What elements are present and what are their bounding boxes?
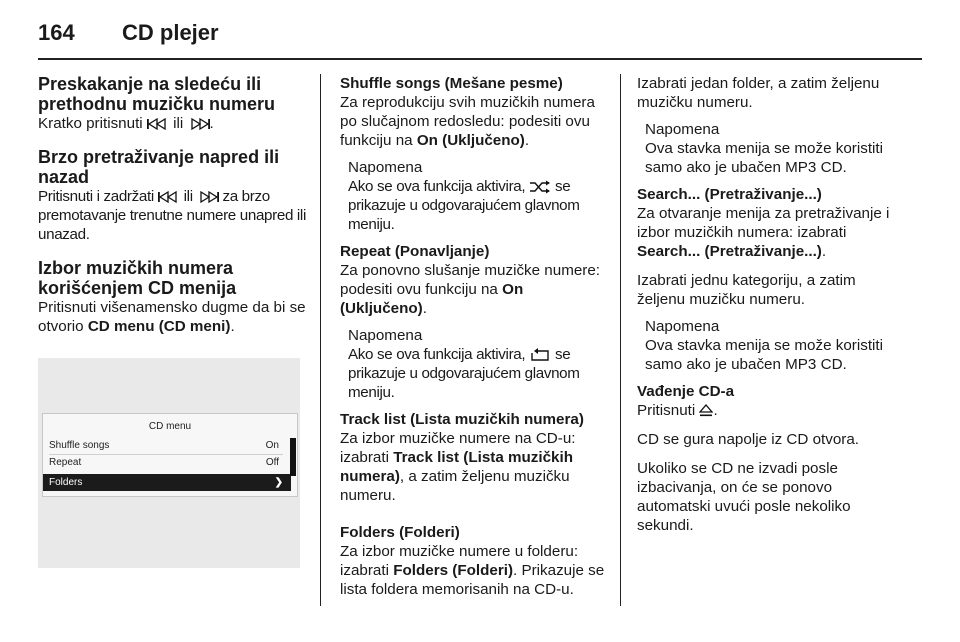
page-title: CD plejer bbox=[122, 20, 219, 45]
skip-back-icon bbox=[147, 117, 169, 131]
heading-shuffle: Shuffle songs (Mešane pesme) bbox=[340, 75, 563, 92]
skip-forward-icon bbox=[197, 190, 219, 204]
note-mp3-folders: Napomena Ova stavka menija se može koristiti samo ako je ubačen MP3 CD. bbox=[645, 121, 884, 176]
paragraph-eject-result: CD se gura napolje iz CD otvora. bbox=[637, 431, 860, 448]
heading-search: Search... (Pretraživanje...) bbox=[637, 186, 822, 203]
note-mp3-search: Napomena Ova stavka menija se može koristiti samo ako je ubačen MP3 CD. bbox=[645, 318, 884, 373]
paragraph-shuffle: Za reprodukciju svih muzičkih numera po slučajnom redosledu: podesiti ovu funkciju na On (Uključeno). bbox=[340, 94, 595, 149]
cd-menu-screenshot bbox=[38, 358, 300, 568]
skip-forward-icon bbox=[188, 117, 210, 131]
column-2 bbox=[340, 74, 606, 599]
paragraph-select-folder: Izabrati jedan folder, a zatim željenu muzičku numeru. bbox=[637, 75, 880, 111]
paragraph-cd-menu: Pritisnuti višenamensko dugme da bi se otvorio CD menu (CD meni). bbox=[38, 299, 306, 335]
skip-back-icon bbox=[158, 190, 180, 204]
heading-track-list: Track list (Lista muzičkih numera) bbox=[340, 411, 584, 428]
page-header bbox=[38, 18, 219, 48]
heading-fast-search: Brzo pretraživanje napred ili nazad bbox=[38, 147, 280, 187]
heading-cd-menu: Izbor muzičkih numera korišćenjem CD menija bbox=[38, 258, 237, 298]
paragraph-folders: Za izbor muzičke numere u folderu: izabrati Folders (Folderi). Prikazuje se lista foldera memorisanih na CD-u. bbox=[340, 543, 605, 598]
paragraph-reinsert: Ukoliko se CD ne izvadi posle izbacivanja, on će se ponovo automatski uvući posle nekoliko sekundi. bbox=[637, 460, 851, 534]
paragraph-select-category: Izabrati jednu kategoriju, a zatim željenu muzičku numeru. bbox=[637, 272, 856, 308]
header-rule bbox=[38, 58, 922, 60]
paragraph-fast-search: Pritisnuti i zadržati ili za brzo premotavanje trenutne numere unapred ili unazad. bbox=[38, 188, 306, 243]
cd-menu-panel bbox=[42, 413, 298, 497]
menu-item-repeat: Repeat Off bbox=[49, 457, 279, 468]
menu-scrollbar bbox=[290, 438, 296, 476]
column-divider-right bbox=[620, 74, 621, 606]
paragraph-repeat: Za ponovno slušanje muzičke numere: podesiti ovu funkciju na On (Uključeno). bbox=[340, 262, 601, 317]
column-divider-left bbox=[320, 74, 321, 606]
page-number: 164 bbox=[38, 20, 75, 45]
note-repeat: Napomena Ako se ova funkcija aktivira, se prikazuje u odgovarajućem glavnom meniju. bbox=[348, 327, 580, 401]
column-1 bbox=[38, 74, 306, 568]
note-shuffle: Napomena Ako se ova funkcija aktivira, se prikazuje u odgovarajućem glavnom meniju. bbox=[348, 159, 580, 233]
menu-item-shuffle: Shuffle songs On bbox=[49, 438, 283, 455]
shuffle-icon bbox=[529, 180, 551, 194]
repeat-icon bbox=[529, 348, 551, 362]
paragraph-search: Za otvaranje menija za pretraživanje i izbor muzičkih numera: izabrati Search... (Pretraživanje...). bbox=[637, 205, 890, 260]
heading-eject: Vađenje CD-a bbox=[637, 383, 735, 400]
eject-icon bbox=[699, 404, 713, 418]
paragraph-eject-press: Pritisnuti . bbox=[637, 402, 718, 419]
cd-menu-title: CD menu bbox=[148, 421, 192, 432]
menu-item-folders: Folders ❯ bbox=[43, 474, 291, 491]
column-3 bbox=[637, 74, 907, 535]
heading-repeat: Repeat (Ponavljanje) bbox=[340, 243, 490, 260]
paragraph-skip-track: Kratko pritisnuti ili . bbox=[38, 115, 214, 132]
paragraph-track-list: Za izbor muzičke numere na CD-u: izabrati Track list (Lista muzičkih numera), a zatim željenu muzičku numeru. bbox=[340, 430, 576, 504]
heading-folders: Folders (Folderi) bbox=[340, 524, 460, 541]
heading-skip-track: Preskakanje na sledeću ili prethodnu muzičku numeru bbox=[38, 74, 276, 114]
chevron-right-icon: ❯ bbox=[274, 477, 283, 488]
